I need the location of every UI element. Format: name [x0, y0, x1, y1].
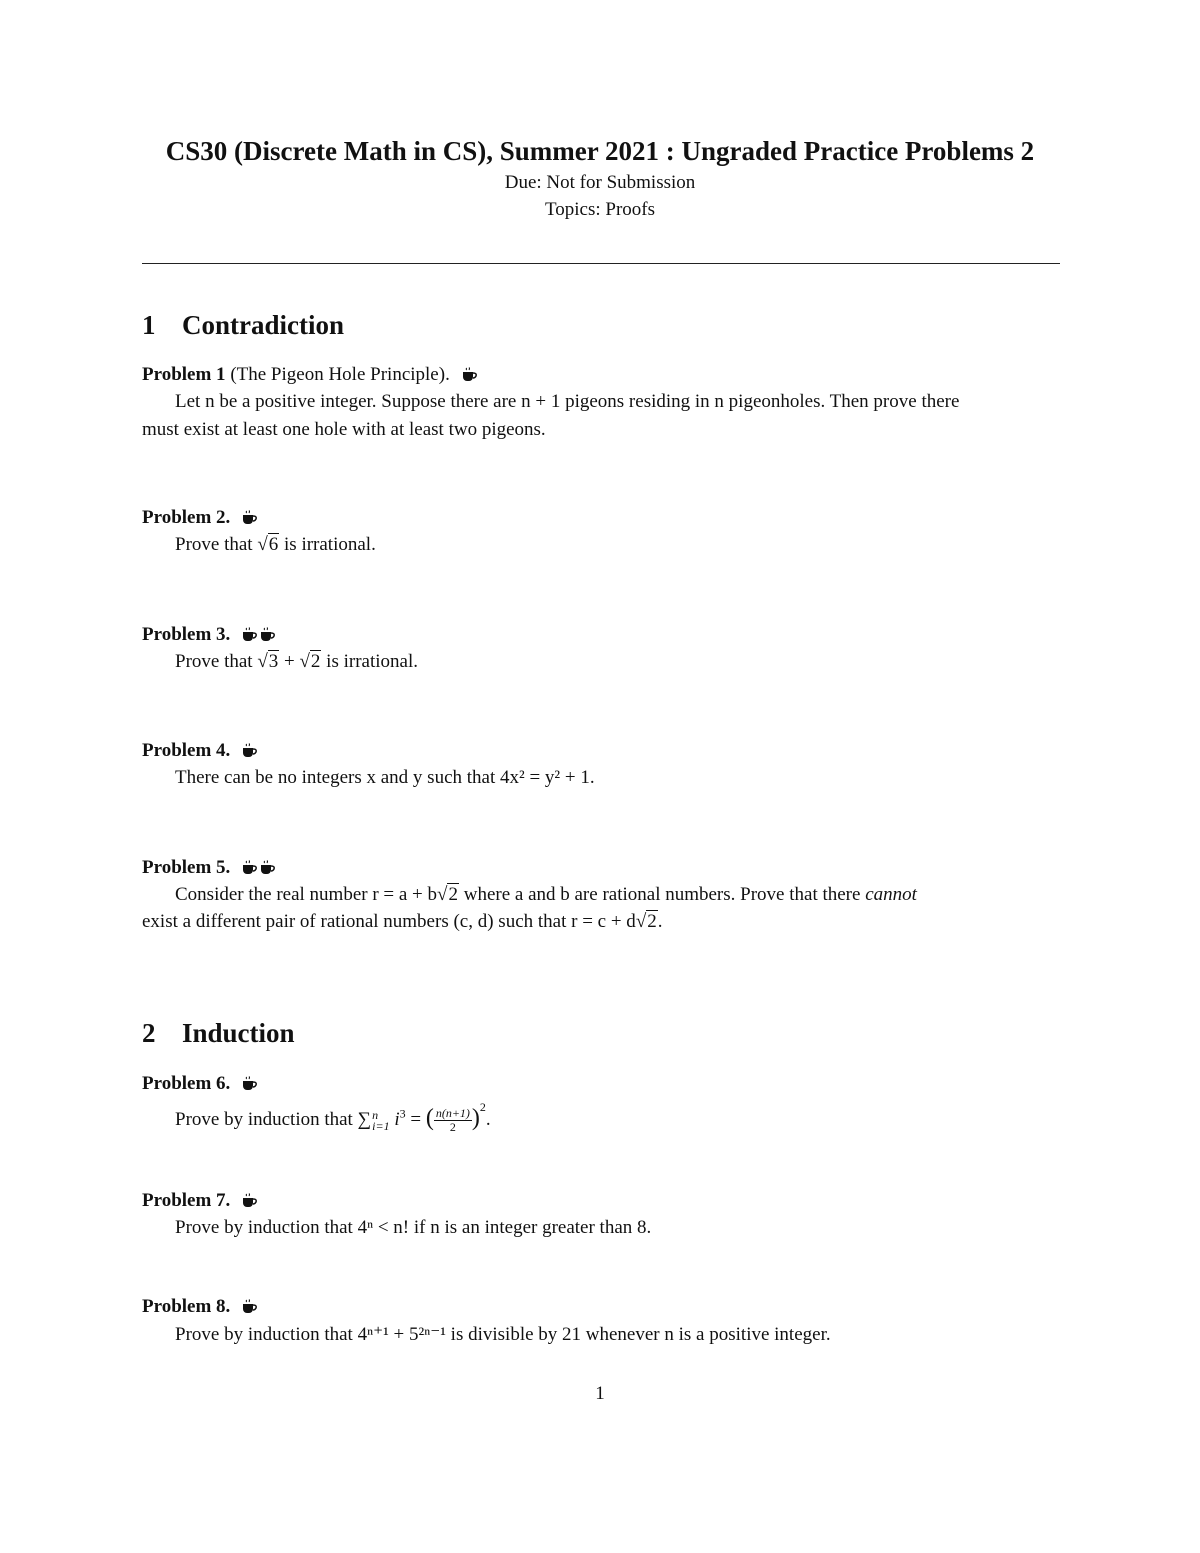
statement-text: is irrational.	[284, 534, 376, 555]
problem-name: (The Pigeon Hole Principle).	[230, 364, 450, 385]
problem-3-body	[175, 651, 418, 673]
fraction	[434, 1107, 472, 1134]
problem-3-header	[142, 624, 276, 646]
section-1-heading	[142, 310, 344, 341]
section-2-heading	[142, 1018, 295, 1049]
sum-term: i	[394, 1109, 400, 1130]
problem-1-line-1: Let n be a positive integer. Suppose there are n + 1 pigeons residing in n pigeonholes. Then prove there	[175, 391, 960, 412]
problem-6-header	[142, 1073, 258, 1095]
statement-text: Prove that	[175, 651, 253, 672]
problem-4-header	[142, 740, 258, 762]
page-number: 1	[595, 1383, 605, 1404]
square-root: √2	[437, 884, 458, 905]
radicand: 3	[268, 651, 279, 672]
problem-2-header	[142, 507, 258, 529]
problem-8-header	[142, 1296, 258, 1318]
problem-1-line-2: must exist at least one hole with at least two pigeons.	[142, 419, 546, 440]
header-divider	[142, 263, 1060, 264]
problem-5-line-1	[175, 884, 917, 906]
square-root: √2	[299, 651, 321, 672]
coffee-cup-icon	[241, 1193, 258, 1208]
radicand: 2	[310, 651, 321, 672]
equals-sign: =	[410, 1109, 422, 1130]
problem-label: Problem 2.	[142, 507, 231, 528]
coffee-cup-icon	[241, 743, 258, 758]
statement-text: Prove by induction that ∑	[175, 1109, 372, 1130]
radicand: 6	[268, 534, 279, 555]
section-title: Contradiction	[182, 310, 344, 340]
problem-label: Problem 6.	[142, 1073, 231, 1094]
problem-label: Problem 4.	[142, 740, 231, 761]
due-line: Due: Not for Submission	[504, 172, 696, 193]
problem-5-header	[142, 857, 276, 879]
square-root: √3	[257, 651, 279, 672]
problem-label: Problem 7.	[142, 1190, 231, 1211]
problem-4-body: There can be no integers x and y such that 4x² = y² + 1.	[175, 767, 595, 788]
section-title: Induction	[182, 1018, 295, 1048]
problem-7-body: Prove by induction that 4ⁿ < n! if n is an integer greater than 8.	[175, 1217, 652, 1238]
sum-lower-limit: i=1	[372, 1118, 390, 1133]
radicand: 2	[647, 911, 657, 932]
statement-text: .	[485, 1109, 491, 1130]
problem-5-line-2	[142, 911, 663, 933]
statement-text: where a and b are rational numbers. Prove that there	[463, 884, 861, 905]
problem-label: Problem 3.	[142, 624, 231, 645]
fraction-denominator: 2	[449, 1120, 456, 1135]
coffee-cup-icon	[241, 627, 258, 642]
statement-text: is irrational.	[326, 651, 418, 672]
coffee-cup-icon	[241, 860, 258, 875]
plus-sign: +	[284, 651, 295, 672]
sum-upper-limit: n	[372, 1107, 379, 1122]
coffee-cup-icon	[259, 860, 276, 875]
outer-exponent: 2	[479, 1100, 486, 1114]
coffee-cup-icon	[241, 1299, 258, 1314]
term-exponent: 3	[399, 1106, 406, 1121]
section-number: 2	[142, 1018, 156, 1048]
coffee-cup-icon	[259, 627, 276, 642]
square-root: √6	[257, 534, 279, 555]
topics-line: Topics: Proofs	[544, 199, 656, 220]
problem-label: Problem 8.	[142, 1296, 231, 1317]
statement-text: exist a different pair of rational numbers (c, d) such that r = c + d	[142, 911, 636, 932]
problem-label: Problem 5.	[142, 857, 231, 878]
coffee-cup-icon	[461, 367, 478, 382]
problem-7-header	[142, 1190, 258, 1212]
radicand: 2	[448, 884, 458, 905]
problem-6-body: Prove by induction that ∑ n i=1 $i^3$ = ( $\frac{n(n+1)}{2}$ )$^2$.	[175, 1100, 491, 1135]
statement-text: Consider the real number r = a + b	[175, 884, 438, 905]
fraction-numerator: n(n+1)	[435, 1106, 470, 1121]
square-root: √2	[635, 911, 657, 932]
statement-text: Prove that	[175, 534, 253, 555]
problem-8-body: Prove by induction that 4ⁿ⁺¹ + 5²ⁿ⁻¹ is divisible by 21 whenever n is a positive integer.	[175, 1324, 831, 1345]
problem-label: Problem 1	[142, 364, 226, 385]
document-title: CS30 (Discrete Math in CS), Summer 2021 : Ungraded Practice Problems 2	[165, 136, 1035, 166]
section-number: 1	[142, 310, 156, 340]
statement-text: .	[657, 911, 663, 932]
coffee-cup-icon	[241, 1076, 258, 1091]
emphasis-text: cannot	[865, 884, 917, 905]
problem-1-header	[142, 364, 478, 386]
coffee-cup-icon	[241, 510, 258, 525]
problem-2-body	[175, 534, 376, 556]
